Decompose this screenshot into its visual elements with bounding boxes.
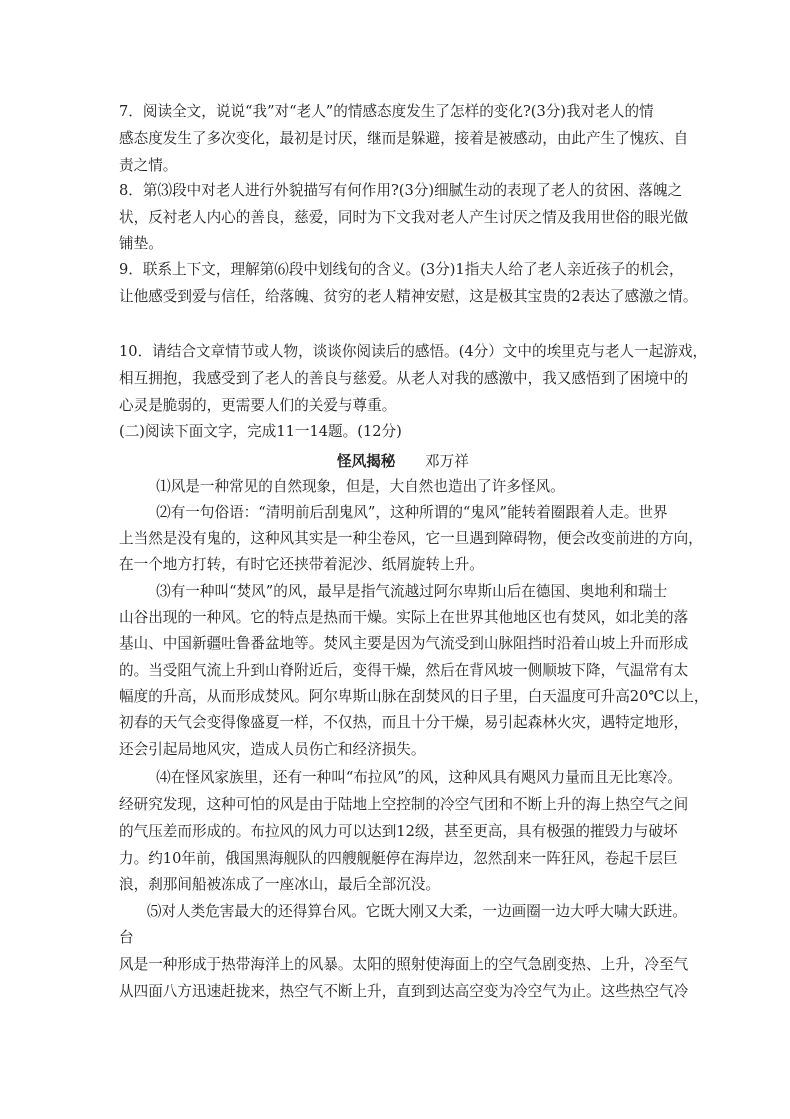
text-line: 基山、中国新疆吐鲁番盆地等。焚风主要是因为气流受到山脉阻挡时沿着山坡上升而形成	[119, 635, 689, 652]
text-line: 7．阅读全文，说说“我”对“老人”的情感态度发生了怎样的变化?(3分)我对老人的情	[119, 103, 654, 120]
text-line: 让他感受到爱与信任，给落魄、贫穷的老人精神安慰，这是极其宝贵的2表达了感激之情。	[119, 288, 698, 305]
text-line: 感态度发生了多次变化，最初是讨厌，继而是躲避，接着是被感动，由此产生了愧疚、自	[119, 130, 689, 147]
text-line: 责之情。	[119, 157, 178, 174]
text-line: 力。约10年前，俄国黑海舰队的四艘舰艇停在海岸边，忽然刮来一阵狂风，卷起千层巨	[119, 850, 678, 867]
text-line: 8．第⑶段中对老人进行外貌描写有何作用?(3分)细腻生动的表现了老人的贫困、落魄之	[119, 182, 683, 199]
text-line: 心灵是脆弱的，更需要人们的关爱与尊重。	[119, 397, 397, 414]
text-line: 初春的天气会变得像盛夏一样，不仅热，而且十分干燥，易引起森林火灾，遇特定地形，	[119, 714, 689, 731]
text-line: 经研究发现，这种可怕的风是由于陆地上空控制的冷空气团和不断上升的海上热空气之间	[119, 796, 689, 813]
text-line: 山谷出现的一种风。它的特点是热而干燥。实际上在世界其他地区也有焚风，如北美的落	[119, 609, 689, 626]
text-line: ⑴风是一种常见的自然现象，但是，大自然也造出了许多怪风。	[119, 478, 565, 495]
text-line: ⑵有一句俗语：“清明前后刮鬼风”，这种所谓的“鬼风”能转着圈跟着人走。世界	[119, 504, 668, 521]
text-line: 相互拥抱，我感受到了老人的善良与慈爱。从老人对我的感激中，我又感悟到了困境中的	[119, 370, 689, 387]
article-heading	[119, 452, 679, 472]
text-line: 铺垫。	[119, 235, 163, 252]
text-line: 风是一种形成于热带海洋上的风暴。太阳的照射使海面上的空气急剧变热、上升，冷至气	[119, 956, 689, 973]
text-line: 浪，刹那间船被冻成了一座冰山，最后全部沉没。	[119, 876, 441, 893]
text-line: 幅度的升高，从而形成焚风。阿尔卑斯山脉在刮焚风的日子里，白天温度可升高20℃以上，	[119, 688, 709, 705]
text-line: 还会引起局地风灾，造成人员伤亡和经济损失。	[119, 741, 426, 758]
text-line: ⑸对人类危害最大的还得算台风。它既大刚又大柔，一边画圈一边大呼大啸大跃进。	[119, 903, 687, 920]
article-author: 邓万祥	[425, 453, 469, 470]
text-line: 从四面八方迅速赶拢来，热空气不断上升，直到到达高空变为冷空气为止。这些热空气冷	[119, 983, 689, 1000]
text-line: 9．联系上下文，理解第⑹段中划线旬的含义。(3分)1指夫人给了老人亲近孩子的机会，	[119, 261, 684, 278]
text-line: 在一个地方打转，有时它还挟带着泥沙、纸屑旋转上升。	[119, 556, 484, 573]
section-heading: (二)阅读下面文字，完成11一14题。(12分)	[119, 423, 402, 440]
text-line: 台	[119, 929, 134, 946]
text-line: 10．请结合文章情节或人物，谈谈你阅读后的感悟。(4分）文中的埃里克与老人一起游戏，	[119, 343, 708, 360]
text-line: 上当然是没有鬼的，这种风其实是一种尘卷风，它一旦遇到障碍物，便会改变前进的方向，	[119, 530, 703, 547]
text-line: ⑶有一种叫“焚风”的风，最早是指气流越过阿尔卑斯山后在德国、奥地利和瑞士	[119, 583, 668, 600]
text-line: 状，反衬老人内心的善良，慈爱，同时为下文我对老人产生讨厌之情及我用世俗的眼光做	[119, 209, 689, 226]
text-line: 的。当受阻气流上升到山脊附近后，变得干燥，然后在背风坡一侧顺坡下降，气温常有太	[119, 662, 689, 679]
article-title: 怪风揭秘	[337, 453, 396, 470]
text-line: ⑷在怪风家族里，还有一种叫“布拉风”的风，这种风具有飓风力量而且无比寒冷。	[119, 769, 682, 786]
text-line: 的气压差而形成的。布拉风的风力可以达到12级，甚至更高，具有极强的摧毁力与破坏	[119, 823, 678, 840]
